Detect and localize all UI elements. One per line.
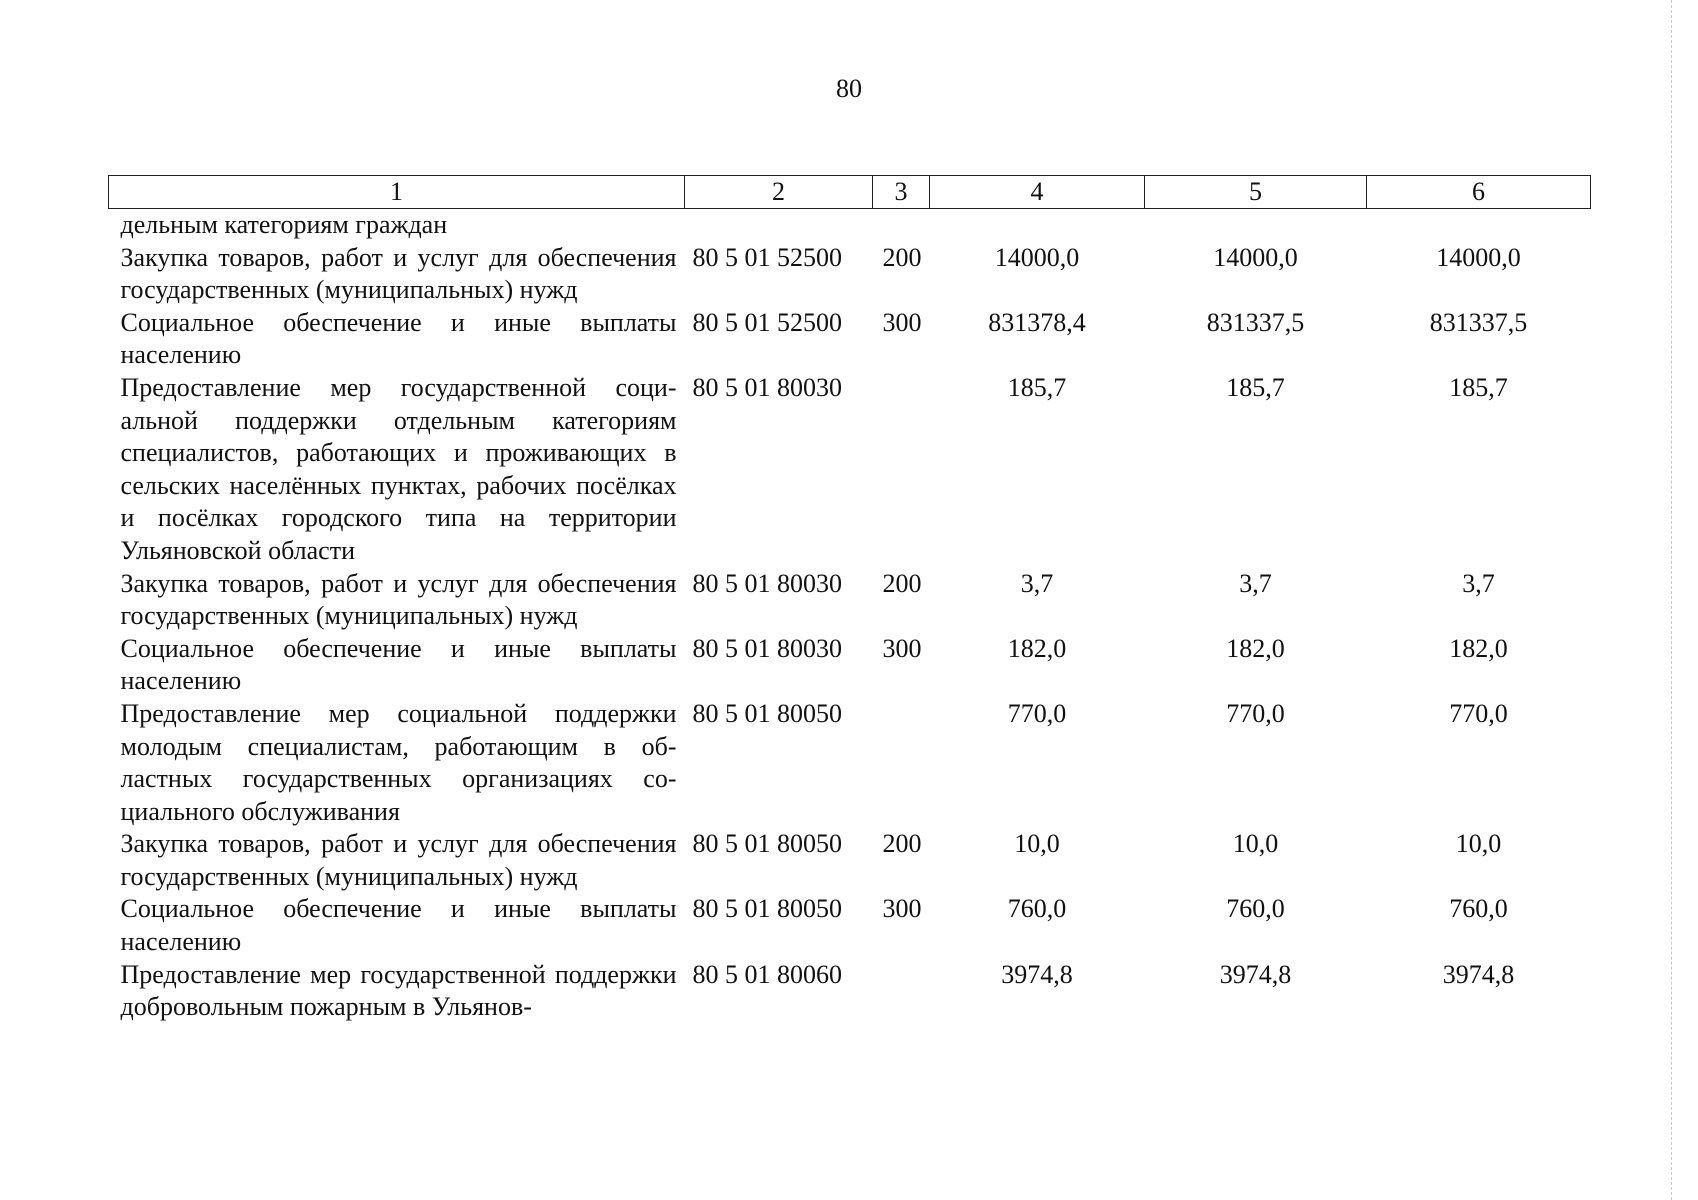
row-value-6: 182,0 bbox=[1449, 633, 1508, 663]
row-code: 80 5 01 80030 bbox=[692, 568, 842, 598]
row-value-4: 760,0 bbox=[1007, 894, 1067, 924]
row-value-5: 14000,0 bbox=[1213, 242, 1298, 272]
row-code: 80 5 01 80060 bbox=[692, 959, 842, 989]
row-value-5: 770,0 bbox=[1226, 698, 1285, 728]
row-type: 200 bbox=[882, 568, 922, 598]
scan-edge-marks bbox=[1671, 0, 1672, 1200]
row-type bbox=[873, 959, 930, 1024]
header-cell-6: 6 bbox=[1367, 176, 1591, 209]
header-row bbox=[109, 176, 1591, 209]
row-value-4: 185,7 bbox=[1007, 372, 1067, 402]
table-row bbox=[109, 209, 1591, 242]
row-value-4: 3,7 bbox=[1020, 568, 1054, 598]
row-type: 300 bbox=[882, 894, 922, 924]
row-type: 200 bbox=[882, 242, 922, 272]
row-value-5: 185,7 bbox=[1226, 372, 1285, 402]
row-value-4: 10,0 bbox=[1014, 829, 1060, 859]
row-type bbox=[873, 372, 930, 568]
row-code: 80 5 01 52500 bbox=[692, 242, 842, 272]
row-value-6: 3,7 bbox=[1462, 568, 1495, 598]
row-value-5: 182,0 bbox=[1226, 633, 1285, 663]
table-row bbox=[109, 698, 1591, 828]
table-row bbox=[109, 893, 1591, 958]
table-row bbox=[109, 633, 1591, 698]
page-number: 80 bbox=[836, 74, 862, 103]
row-type: 300 bbox=[882, 307, 922, 337]
row-code: 80 5 01 80050 bbox=[692, 829, 842, 859]
row-type: 300 bbox=[882, 633, 922, 663]
row-value-5: 3,7 bbox=[1239, 568, 1272, 598]
row-code: 80 5 01 52500 bbox=[692, 307, 842, 337]
row-name: Социальное обеспечение и иные выплаты населению bbox=[120, 307, 677, 370]
row-name: Предоставление мер социальной поддержки молодым специалистам, работающим в областных государственных организациях социального обслуживания bbox=[120, 698, 677, 826]
row-name: Предоставление мер государственной поддержки добровольным пожарным в Ульянов- bbox=[120, 959, 677, 1022]
table-row bbox=[109, 372, 1591, 568]
row-value-6: 770,0 bbox=[1449, 698, 1508, 728]
row-code: 80 5 01 80050 bbox=[692, 894, 842, 924]
row-value-6: 3974,8 bbox=[1442, 959, 1515, 989]
table-row bbox=[109, 242, 1591, 307]
row-name: дельным категориям граждан bbox=[120, 210, 448, 239]
row-value-4: 14000,0 bbox=[994, 242, 1080, 272]
header-cell-4: 4 bbox=[930, 176, 1145, 209]
header-cell-5: 5 bbox=[1145, 176, 1367, 209]
row-value-5: 760,0 bbox=[1226, 894, 1285, 924]
header-cell-1: 1 bbox=[109, 176, 685, 209]
row-value-4: 831378,4 bbox=[988, 307, 1086, 337]
row-name: Социальное обеспечение и иные выплаты населению bbox=[120, 633, 677, 696]
row-value-4: 182,0 bbox=[1007, 633, 1067, 663]
table-row bbox=[109, 828, 1591, 893]
row-value-6: 10,0 bbox=[1455, 829, 1502, 859]
row-value-5: 3974,8 bbox=[1219, 959, 1292, 989]
row-value-5 bbox=[1145, 209, 1367, 242]
row-code: 80 5 01 80030 bbox=[692, 633, 842, 663]
budget-table bbox=[108, 175, 1591, 1024]
row-code: 80 5 01 80030 bbox=[692, 372, 842, 402]
row-value-4 bbox=[930, 209, 1145, 242]
row-value-5: 10,0 bbox=[1232, 829, 1279, 859]
row-value-4: 3974,8 bbox=[1001, 959, 1073, 989]
row-value-6: 831337,5 bbox=[1429, 307, 1528, 337]
row-value-6: 185,7 bbox=[1449, 372, 1508, 402]
row-code: 80 5 01 80050 bbox=[692, 698, 842, 728]
row-name: Социальное обеспечение и иные выплаты населению bbox=[120, 894, 677, 957]
row-value-6: 760,0 bbox=[1449, 894, 1508, 924]
table-row bbox=[109, 307, 1591, 372]
row-type bbox=[873, 209, 930, 242]
row-code bbox=[685, 209, 873, 242]
header-cell-3: 3 bbox=[873, 176, 930, 209]
row-name: Закупка товаров, работ и услуг для обеспечения государственных (муниципальных) нужд bbox=[120, 829, 677, 891]
table-row bbox=[109, 568, 1591, 633]
row-name: Закупка товаров, работ и услуг для обеспечения государственных (муниципальных) нужд bbox=[120, 568, 677, 631]
row-type bbox=[873, 698, 930, 828]
row-type: 200 bbox=[882, 829, 922, 859]
row-value-4: 770,0 bbox=[1007, 698, 1067, 728]
row-name: Предоставление мер государственной социальной поддержки отдельным категориям специалистов, работающих и проживающих в сельских населённых пунктах, рабочих посёлках и посёлках городского типа на территории Ульяновской области bbox=[120, 372, 677, 565]
table-row bbox=[109, 959, 1591, 1024]
row-value-6 bbox=[1367, 209, 1591, 242]
row-name: Закупка товаров, работ и услуг для обеспечения государственных (муниципальных) нужд bbox=[120, 242, 677, 305]
row-value-5: 831337,5 bbox=[1206, 307, 1305, 337]
row-value-6: 14000,0 bbox=[1436, 242, 1521, 272]
header-cell-2: 2 bbox=[685, 176, 873, 209]
